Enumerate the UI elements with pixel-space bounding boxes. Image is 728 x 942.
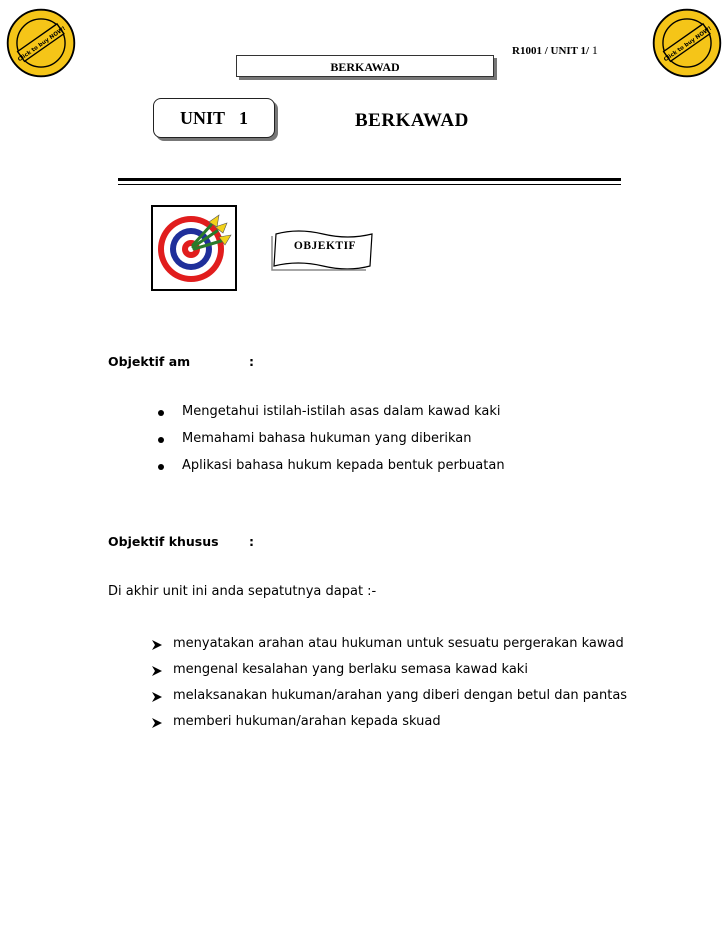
target-darts-icon bbox=[151, 205, 237, 291]
arrow-bullet-icon bbox=[151, 717, 163, 729]
arrow-bullet-icon bbox=[151, 665, 163, 677]
watermark-badge-left[interactable] bbox=[4, 6, 78, 80]
specific-objective-label: Objektif khusus bbox=[108, 534, 219, 549]
general-objective-item-1: Mengetahui istilah-istilah asas dalam kawad kaki bbox=[182, 404, 501, 419]
general-objective-item-3: Aplikasi bahasa hukum kepada bentuk perbuatan bbox=[182, 458, 505, 473]
specific-objective-colon: : bbox=[249, 534, 254, 549]
page-number: 1 bbox=[591, 43, 598, 57]
specific-objective-item-3: melaksanakan hukuman/arahan yang diberi dengan betul dan pantas bbox=[173, 688, 628, 703]
specific-objective-intro: Di akhir unit ini anda sepatutnya dapat :- bbox=[108, 584, 377, 599]
bullet-dot-3 bbox=[158, 464, 164, 470]
header-reference-text: R1001 / UNIT 1/ bbox=[512, 45, 590, 57]
objective-banner-label: OBJEKTIF bbox=[293, 240, 357, 252]
divider-thick bbox=[118, 178, 621, 181]
top-banner: BERKAWAD bbox=[236, 55, 494, 77]
bullet-dot-1 bbox=[158, 410, 164, 416]
general-objective-colon: : bbox=[249, 354, 254, 369]
header-reference bbox=[512, 43, 598, 58]
unit-number: 1 bbox=[239, 108, 248, 128]
unit-label: UNIT bbox=[179, 108, 225, 128]
arrow-bullet-icon bbox=[151, 639, 163, 651]
watermark-left-subtext: Click to buy NOW! bbox=[17, 25, 67, 64]
general-objective-label: Objektif am bbox=[108, 354, 191, 369]
specific-objective-item-4: memberi hukuman/arahan kepada skuad bbox=[173, 714, 441, 729]
general-objective-item-2: Memahami bahasa hukuman yang diberikan bbox=[182, 431, 472, 446]
specific-objective-item-1: menyatakan arahan atau hukuman untuk sesuatu pergerakan kawad bbox=[173, 636, 624, 651]
unit-box bbox=[153, 98, 275, 138]
bullet-dot-2 bbox=[158, 437, 164, 443]
specific-objective-item-2: mengenal kesalahan yang berlaku semasa kawad kaki bbox=[173, 662, 528, 677]
page-title: BERKAWAD bbox=[355, 110, 469, 131]
watermark-badge-right[interactable] bbox=[650, 6, 724, 80]
watermark-right-subtext: Click to buy NOW! bbox=[663, 25, 713, 64]
divider-thin bbox=[118, 184, 621, 185]
arrow-bullet-icon bbox=[151, 691, 163, 703]
